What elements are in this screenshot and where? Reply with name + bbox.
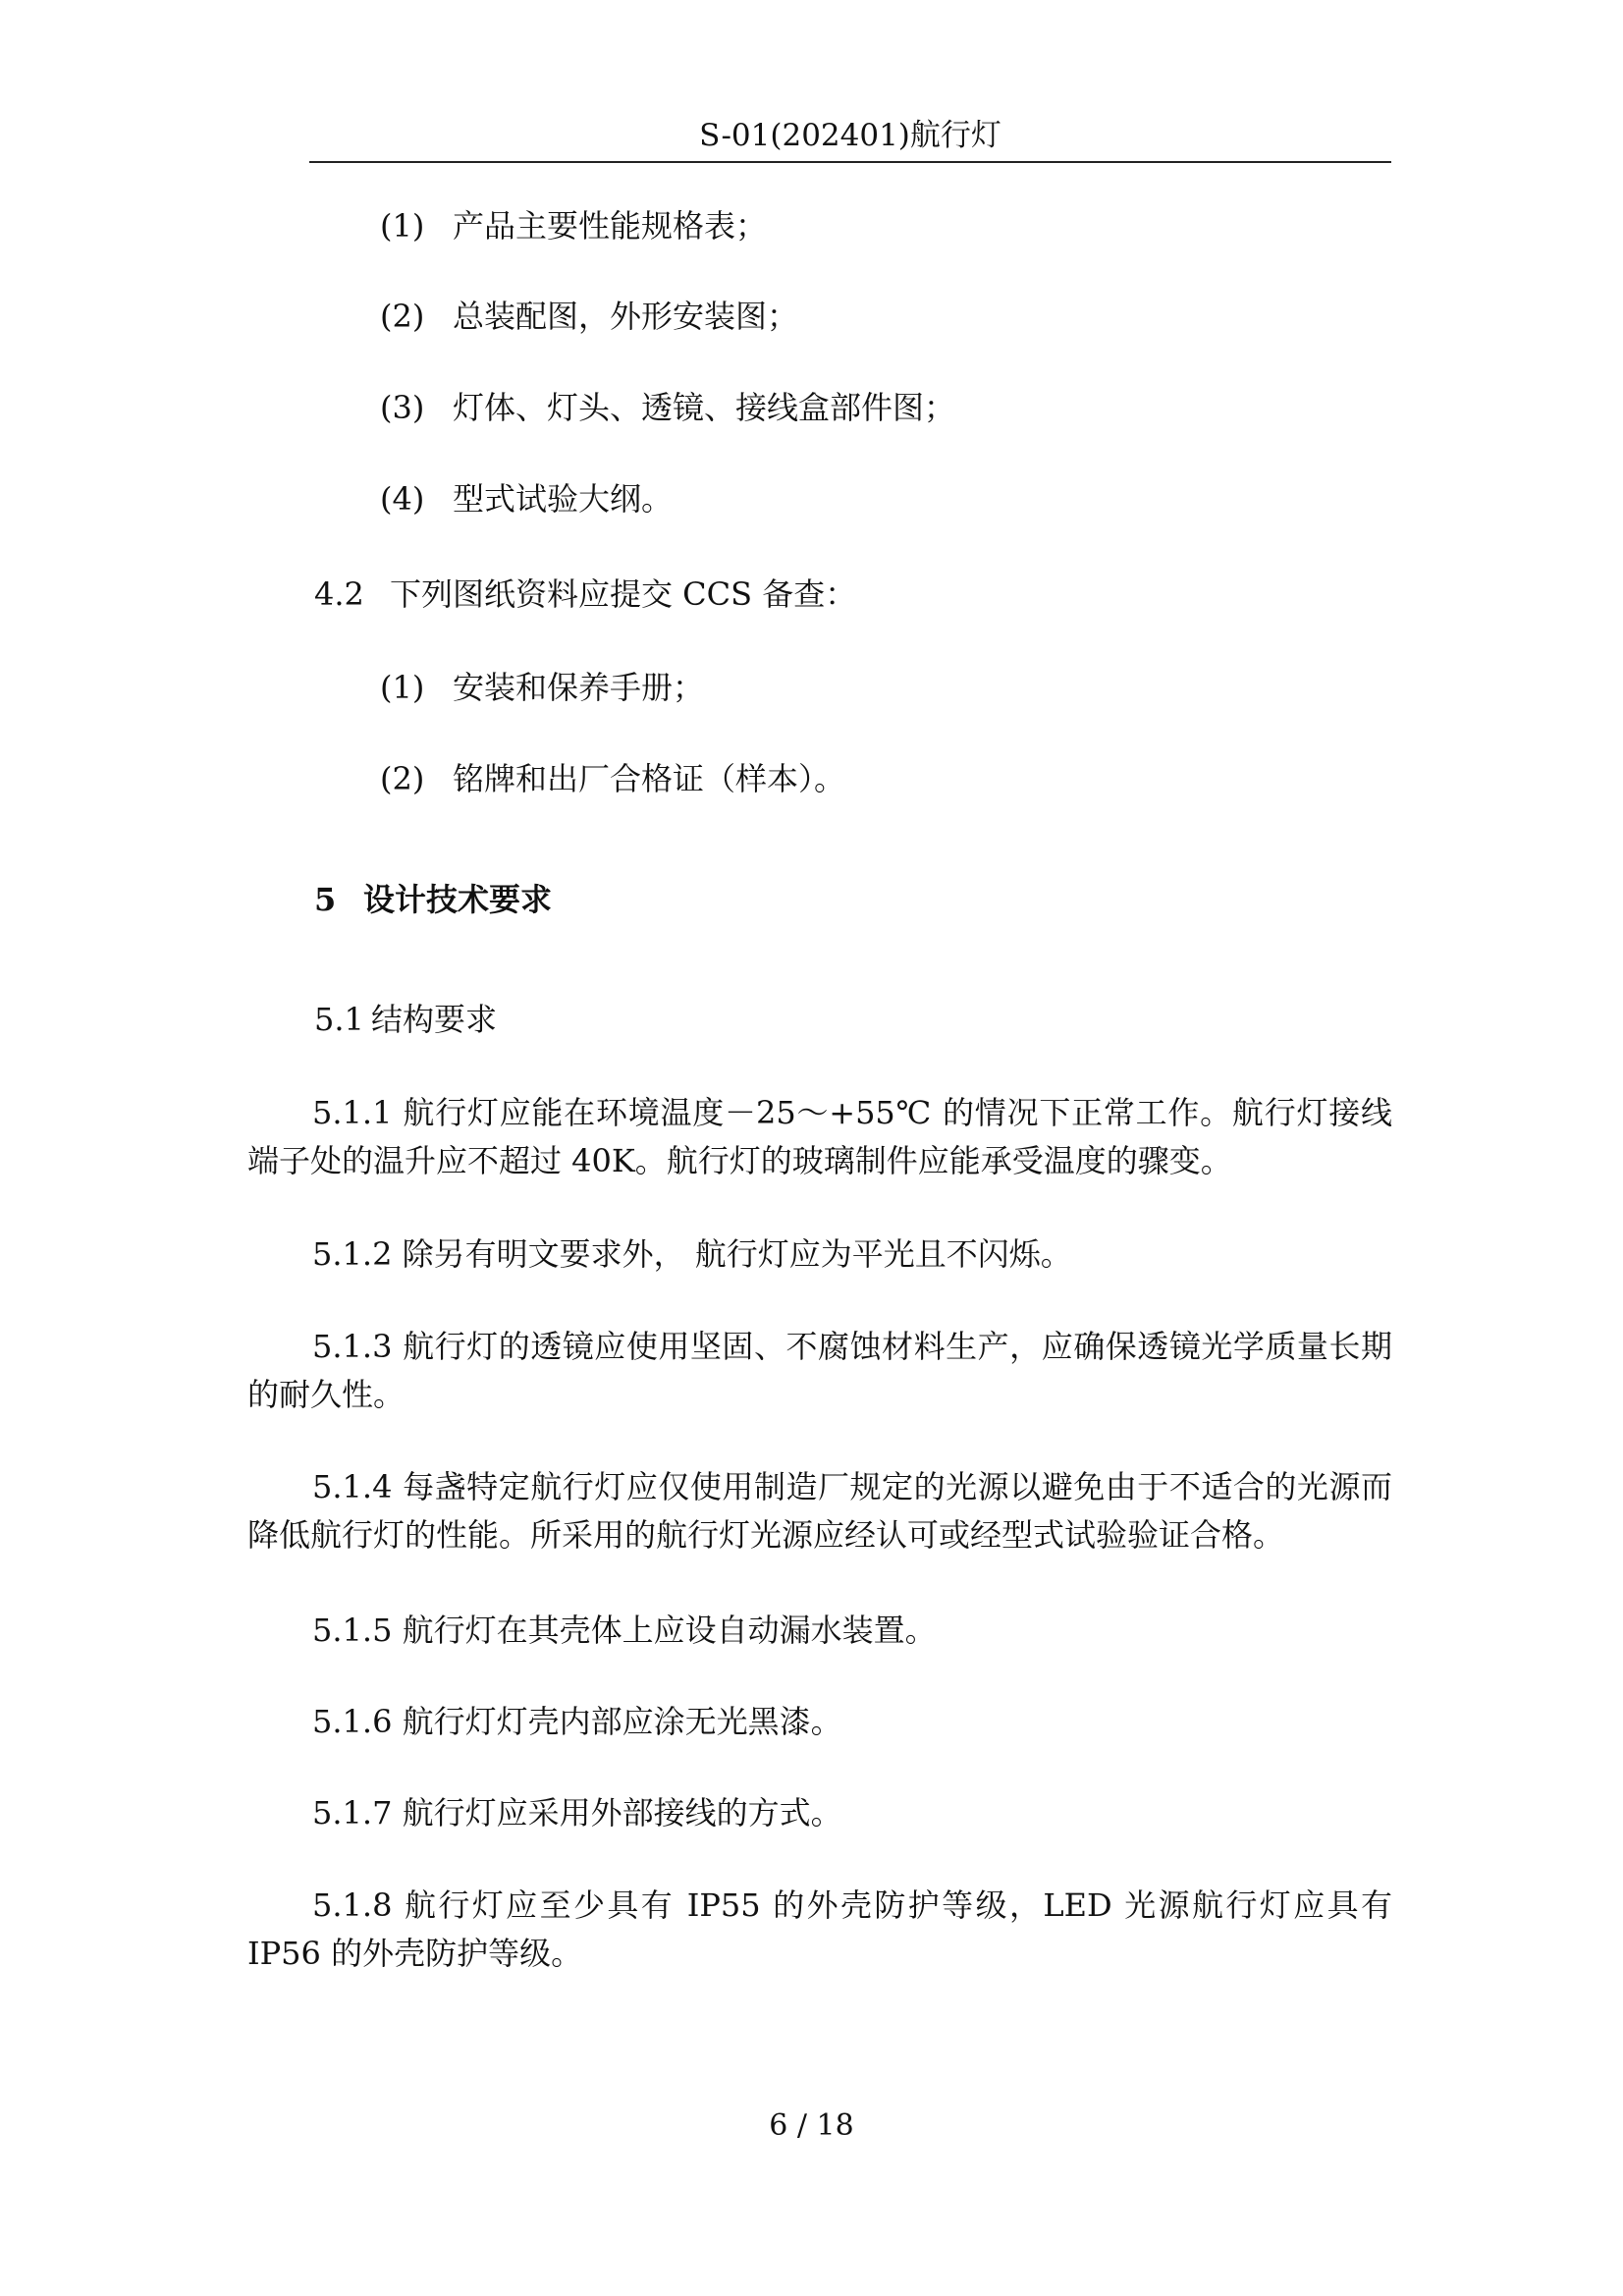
list-item-text: 灯体、灯头、透镜、接线盒部件图； xyxy=(453,389,956,426)
list-item-number: (3) xyxy=(380,389,425,426)
section-number: 5.1 xyxy=(314,1001,364,1038)
section-text: 下列图纸资料应提交 CCS 备查： xyxy=(390,575,857,613)
list-item xyxy=(380,388,955,427)
list-item-text: 铭牌和出厂合格证（样本）。 xyxy=(453,760,846,797)
section-title: 设计技术要求 xyxy=(363,881,553,918)
clause-5-1-2: 5.1.2 除另有明文要求外， 航行灯应为平光且不闪烁。 xyxy=(312,1235,1072,1273)
page-number: 6 / 18 xyxy=(769,2108,854,2143)
list-item-number: (1) xyxy=(380,207,425,245)
clause-5-1-1: 5.1.1 航行灯应能在环境温度－25～+55℃ 的情况下正常工作。航行灯接线端子处的温升应不超过 40K。航行灯的玻璃制件应能承受温度的骤变。 xyxy=(247,1094,1392,1179)
list-item-number: (2) xyxy=(380,298,425,335)
list-item xyxy=(380,206,767,246)
section-5-1 xyxy=(314,1000,497,1039)
list-item-text: 产品主要性能规格表； xyxy=(453,207,768,245)
header-divider xyxy=(309,161,1391,163)
list-item-number: (1) xyxy=(380,669,425,706)
list-item xyxy=(380,297,798,336)
list-item-text: 总装配图，外形安装图； xyxy=(453,298,799,335)
page-header: S-01(202401)航行灯 xyxy=(699,118,1001,153)
section-number: 4.2 xyxy=(314,575,364,613)
section-4-2 xyxy=(314,574,856,614)
clause-5-1-4: 5.1.4 每盏特定航行灯应仅使用制造厂规定的光源以避免由于不适合的光源而降低航行灯的性能。所采用的航行灯光源应经认可或经型式试验验证合格。 xyxy=(247,1468,1392,1554)
section-number: 5 xyxy=(314,881,337,918)
clause-5-1-8: 5.1.8 航行灯应至少具有 IP55 的外壳防护等级，LED 光源航行灯应具有 IP56 的外壳防护等级。 xyxy=(247,1886,1392,1972)
list-item-text: 安装和保养手册； xyxy=(453,669,705,706)
clause-5-1-7: 5.1.7 航行灯应采用外部接线的方式。 xyxy=(312,1794,842,1831)
list-item xyxy=(380,479,673,519)
list-item xyxy=(380,668,704,707)
clause-5-1-5: 5.1.5 航行灯在其壳体上应设自动漏水装置。 xyxy=(312,1612,937,1649)
clause-5-1-3: 5.1.3 航行灯的透镜应使用坚固、不腐蚀材料生产，应确保透镜光学质量长期的耐久性。 xyxy=(247,1328,1392,1413)
section-5-heading xyxy=(314,880,552,919)
list-item xyxy=(380,759,845,798)
list-item-number: (2) xyxy=(380,760,425,797)
section-title: 结构要求 xyxy=(371,1001,498,1038)
list-item-number: (4) xyxy=(380,480,425,518)
list-item-text: 型式试验大纲。 xyxy=(453,480,674,518)
clause-5-1-6: 5.1.6 航行灯灯壳内部应涂无光黑漆。 xyxy=(312,1703,842,1740)
